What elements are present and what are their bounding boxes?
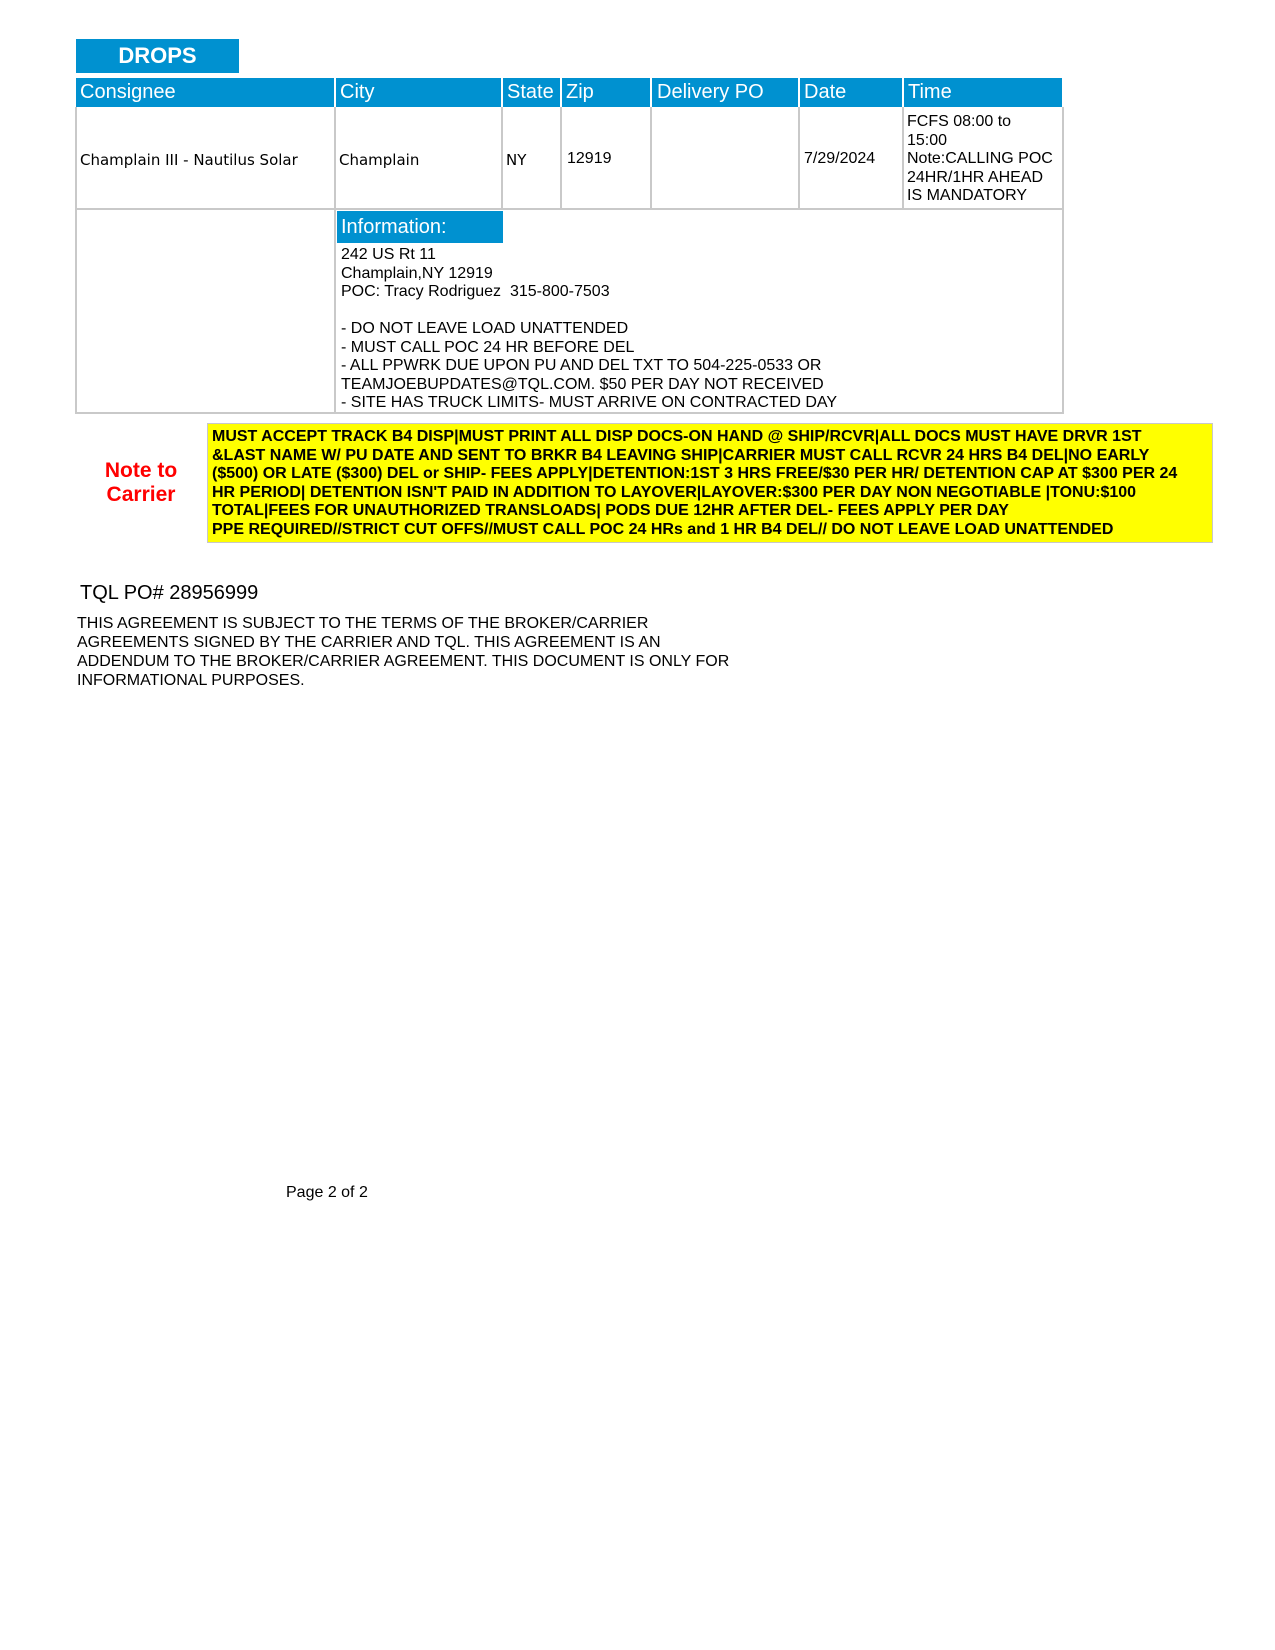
note-line: &LAST NAME W/ PU DATE AND SENT TO BRKR B4 LEAVING SHIP|CARRIER MUST CALL RCVR 24 HRS B4 DEL|NO EARLY: [212, 446, 1150, 464]
page-number: Page 2 of 2: [286, 1184, 368, 1201]
time-line: FCFS 08:00 to: [907, 113, 1012, 130]
table-border-left: [75, 107, 77, 414]
table-divider: [902, 107, 904, 208]
agreement-line: ADDENDUM TO THE BROKER/CARRIER AGREEMENT. THIS DOCUMENT IS ONLY FOR: [77, 653, 730, 670]
header-date: Date: [800, 78, 902, 107]
table-divider: [334, 208, 336, 414]
information-line: 242 US Rt 11: [341, 246, 436, 263]
cell-consignee: Champlain III - Nautilus Solar: [80, 151, 298, 169]
cell-date: 7/29/2024: [804, 150, 876, 167]
table-row-border: [75, 208, 1064, 210]
information-line: TEAMJOEBUPDATES@TQL.COM. $50 PER DAY NOT RECEIVED: [341, 375, 824, 393]
time-line: 24HR/1HR AHEAD: [907, 168, 1044, 186]
table-divider: [501, 107, 503, 208]
information-line: Champlain,NY 12919: [341, 264, 493, 282]
time-line: 15:00: [907, 131, 948, 149]
information-line: - ALL PPWRK DUE UPON PU AND DEL TXT TO 504-225-0533 OR: [341, 357, 822, 374]
information-line: [341, 302, 837, 321]
note-label-line: Carrier: [106, 483, 176, 506]
cell-zip: 12919: [567, 150, 612, 167]
note-line: HR PERIOD| DETENTION ISN'T PAID IN ADDITION TO LAYOVER|LAYOVER:$300 PER DAY NON NEGOTIABLE |TONU:$100: [212, 483, 1137, 501]
information-label: Information:: [337, 211, 503, 243]
header-state: State: [503, 78, 560, 107]
cell-state: NY: [506, 151, 527, 169]
agreement-line: THIS AGREEMENT IS SUBJECT TO THE TERMS OF THE BROKER/CARRIER: [77, 615, 649, 632]
note-line: TOTAL|FEES FOR UNAUTHORIZED TRANSLOADS| PODS DUE 12HR AFTER DEL- FEES APPLY PER DAY: [212, 502, 1009, 519]
note-line: ($500) OR LATE ($300) DEL or SHIP- FEES APPLY|DETENTION:1ST 3 HRS FREE/$30 PER HR/ DETENTION CAP AT $300 PER 24: [212, 465, 1178, 482]
drops-section-title: DROPS: [76, 39, 239, 73]
table-divider: [798, 107, 800, 208]
table-divider: [334, 107, 336, 208]
header-time: Time: [904, 78, 1062, 107]
note-to-carrier-box: [207, 423, 1213, 543]
tql-po-number: TQL PO# 28956999: [80, 582, 259, 604]
note-line: MUST ACCEPT TRACK B4 DISP|MUST PRINT ALL DISP DOCS-ON HAND @ SHIP/RCVR|ALL DOCS MUST HAVE DRVR 1ST: [212, 428, 1142, 445]
header-consignee: Consignee: [76, 78, 334, 107]
time-line: IS MANDATORY: [907, 187, 1028, 204]
agreement-line: AGREEMENTS SIGNED BY THE CARRIER AND TQL. THIS AGREEMENT IS AN: [77, 634, 661, 651]
note-line: PPE REQUIRED//STRICT CUT OFFS//MUST CALL POC 24 HRs and 1 HR B4 DEL// DO NOT LEAVE LOAD UNATTENDED: [212, 520, 1114, 538]
cell-time: [907, 113, 1053, 206]
time-line: Note:CALLING POC: [907, 150, 1053, 167]
note-to-carrier-label: [100, 459, 182, 507]
table-divider: [560, 107, 562, 208]
information-line: - DO NOT LEAVE LOAD UNATTENDED: [341, 320, 629, 337]
table-divider: [650, 107, 652, 208]
agreement-text: [77, 614, 729, 690]
table-border-right: [1062, 107, 1064, 414]
header-city: City: [336, 78, 501, 107]
header-zip: Zip: [562, 78, 650, 107]
cell-city: Champlain: [339, 151, 420, 169]
information-line: POC: Tracy Rodriguez 315-800-7503: [341, 283, 610, 300]
information-text: [341, 246, 837, 413]
note-label-line: Note to: [104, 459, 178, 482]
information-line: - SITE HAS TRUCK LIMITS- MUST ARRIVE ON CONTRACTED DAY: [341, 394, 838, 411]
information-line: - MUST CALL POC 24 HR BEFORE DEL: [341, 338, 635, 356]
agreement-line: INFORMATIONAL PURPOSES.: [77, 672, 305, 689]
header-delivery-po: Delivery PO: [652, 78, 798, 107]
